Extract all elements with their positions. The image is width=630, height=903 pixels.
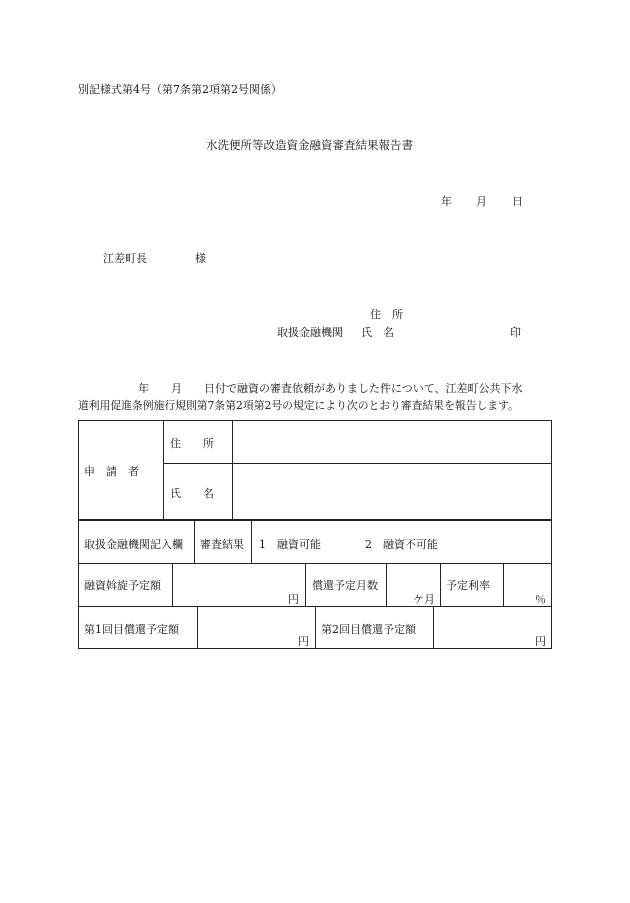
document-title: 水洗便所等改造資金融資審査結果報告書 bbox=[206, 138, 413, 152]
applicant-address-label: 住 所 bbox=[170, 437, 214, 450]
seal-mark: 印 bbox=[510, 326, 521, 339]
sender-institution-label: 取扱金融機関 bbox=[277, 326, 343, 339]
loan-amount-label: 融資斡旋予定額 bbox=[84, 579, 161, 592]
applicant-address-field[interactable] bbox=[240, 428, 546, 458]
result-options[interactable]: 1 融資可能 2 融資不可能 bbox=[259, 538, 438, 551]
second-repay-label: 第2回目償還予定額 bbox=[321, 623, 416, 636]
addressee-name: 江差町長 bbox=[103, 252, 147, 265]
months-label: 償還予定月数 bbox=[312, 579, 378, 592]
form-reference: 別記様式第4号（第7条第2項第2号関係） bbox=[78, 83, 282, 96]
section-label: 取扱金融機関記入欄 bbox=[84, 538, 183, 551]
first-repay-label: 第1回目償還予定額 bbox=[84, 623, 179, 636]
result-label: 審査結果 bbox=[200, 538, 244, 551]
addressee-honorific: 様 bbox=[195, 252, 206, 265]
date-month: 月 bbox=[476, 195, 487, 208]
date-day: 日 bbox=[512, 195, 523, 208]
sender-address-label: 住 所 bbox=[370, 308, 403, 321]
applicant-name-label: 氏 名 bbox=[170, 487, 214, 500]
rate-label: 予定利率 bbox=[446, 579, 490, 592]
body-line-1: 年 月 日付で融資の審査依頼がありました件について、江差町公共下水 bbox=[138, 382, 523, 395]
loan-yen-unit: 円 bbox=[288, 593, 299, 606]
first-repay-yen-unit: 円 bbox=[298, 635, 309, 648]
date-year: 年 bbox=[441, 195, 452, 208]
months-unit: ケ月 bbox=[413, 593, 435, 606]
sender-name-label: 氏 名 bbox=[361, 326, 394, 339]
applicant-label: 申 請 者 bbox=[84, 465, 139, 478]
percent-unit: ％ bbox=[535, 593, 546, 606]
body-line-2: 道利用促進条例施行規則第7条第2項第2号の規定により次のとおり審査結果を報告します。 bbox=[78, 399, 519, 412]
applicant-name-field[interactable] bbox=[240, 470, 546, 514]
second-repay-yen-unit: 円 bbox=[535, 635, 546, 648]
